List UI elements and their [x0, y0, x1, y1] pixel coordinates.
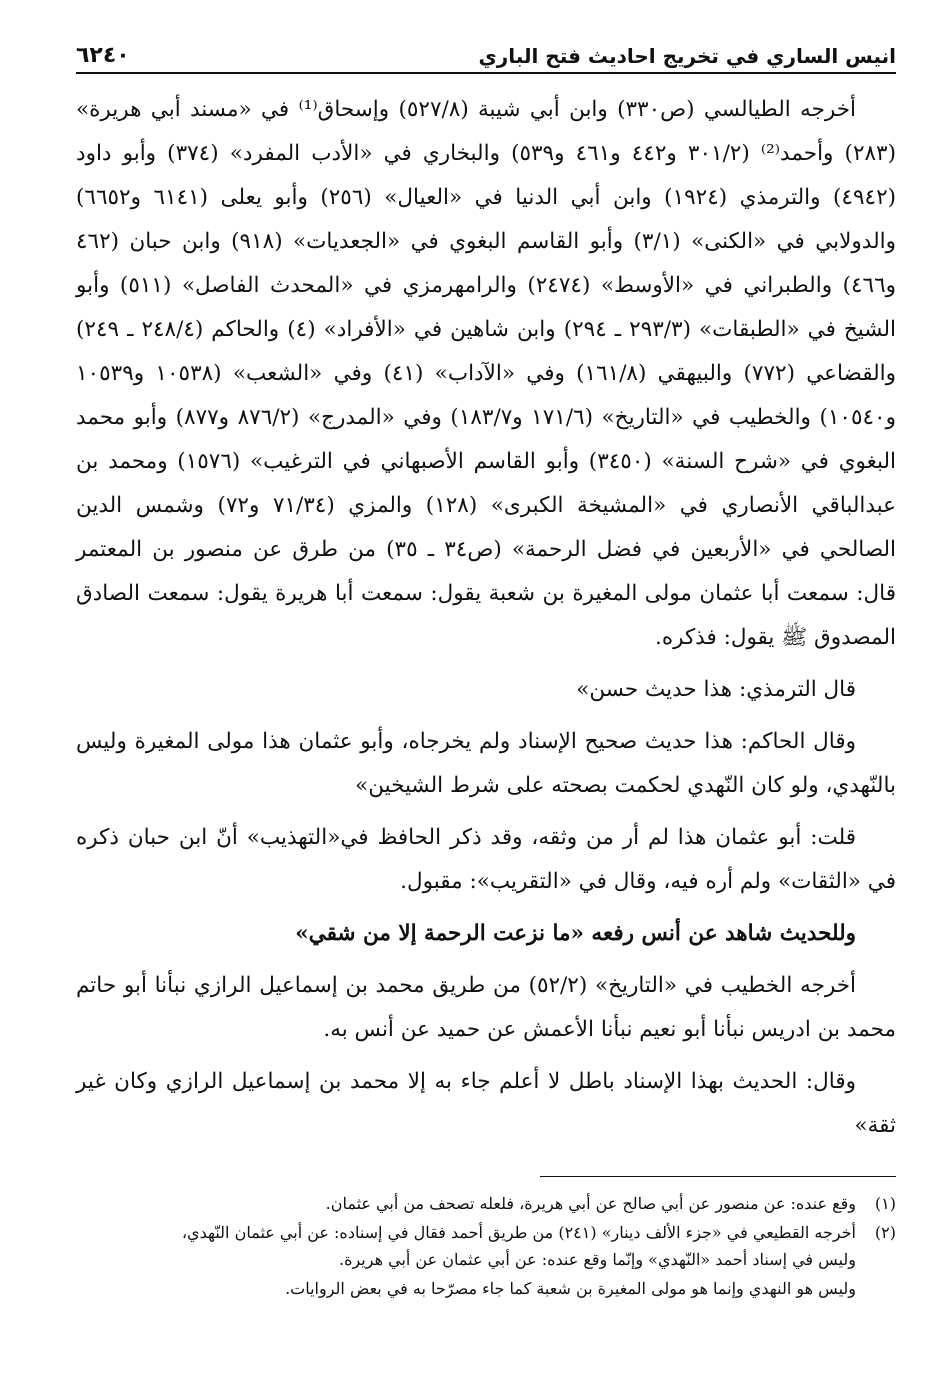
running-title: انيس الساري في تخريج احاديث فتح الباري: [478, 44, 896, 68]
footnote-line: وقع عنده: عن منصور عن أبي صالح عن أبي هريرة، فلعله تصحف من أبي عثمان.: [325, 1194, 856, 1213]
paragraph-hakim: وقال الحاكم: هذا حديث صحيح الإسناد ولم يخرجاه، وأبو عثمان هذا مولى المغيرة وليس بالنّهدي، ولو كان النّهدي لحكمت بصحته على شرط الشيخين»: [76, 729, 896, 798]
paragraph-khatib: أخرجه الخطيب في «التاريخ» (٥٢/٢) من طريق محمد بن إسماعيل الرازي نبأنا أبو حاتم محمد بن ادريس نبأنا أبو نعيم نبأنا الأعمش عن حميد عن أنس به.: [76, 973, 896, 1042]
footnote-number: (٢): [874, 1223, 896, 1242]
paragraph-comment: قلت: أبو عثمان هذا لم أر من وثقه، وقد ذكر الحافظ في«التهذيب» أنّ ابن حبان ذكره في «الثقات» ولم أره فيه، وقال في «التقريب»: مقبول.: [76, 825, 896, 894]
paragraph-takhrij: أخرجه الطيالسي (ص٣٣٠) وابن أبي شيبة (٥٢٧/٨) وإسحاق⁽¹⁾ في «مسند أبي هريرة» (٢٨٣) وأحمد⁽²⁾ (٣٠١/٢ و٤٤٢ و٤٦١ و٥٣٩) والبخاري في «الأدب المفرد» (٣٧٤) وأبو داود (٤٩٤٢) والترمذي (١٩٢٤) وابن أبي الدنيا في «العيال» (٢٥٦) وأبو يعلى (٦١٤١ و٦٦٥٢) والدولابي في «الكنى» (٣/١) وأبو القاسم البغوي في «الجعديات» (٩١٨) وابن حبان (٤٦٢ و٤٦٦) والطبراني في «الأوسط» (٢٤٧٤) والرامهرمزي في «المحدث الفاصل» (٥١١) وأبو الشيخ في «الطبقات» (٢٩٣/٣ ـ ٢٩٤) وابن شاهين في «الأفراد» (٤) والحاكم (٢٤٨/٤ ـ ٢٤٩) والقضاعي (٧٧٢) والبيهقي (١٦١/٨) وفي «الآداب» (٤١) وفي «الشعب» (١٠٥٣٨ و١٠٥٣٩ و١٠٥٤٠) والخطيب في «التاريخ» (١٧١/٦ و١٨٣/٧) وفي «المدرج» (٨٧٦/٢ و٨٧٧) وأبو محمد البغوي في «شرح السنة» (٣٤٥٠) وأبو القاسم الأصبهاني في الترغيب» (١٥٧٦) ومحمد بن عبدالباقي الأنصاري في «المشيخة الكبرى» (١٢٨) والمزي (٧١/٣٤ و٧٢) وشمس الدين الصالحي في «الأربعين في فضل الرحمة» (ص٣٤ ـ ٣٥) من طرق عن منصور بن المعتمر قال: سمعت أبا عثمان مولى المغيرة بن شعبة يقول: سمعت أبا هريرة يقول: سمعت الصادق المصدوق ﷺ يقول: فذكره.: [76, 97, 897, 650]
paragraph-tirmidhi: قال الترمذي: هذا حديث حسن»: [576, 677, 856, 702]
footnote-line: أخرجه القطيعي في «جزء الألف دينار» (٢٤١) من طريق أحمد فقال في إسناده: عن أبي عثمان النّهدي،: [181, 1223, 856, 1242]
paragraph-khatib-verdict: وقال: الحديث بهذا الإسناد باطل لا أعلم جاء به إلا محمد بن إسماعيل الرازي وكان غير ثقة»: [76, 1069, 896, 1138]
main-text: [76, 88, 896, 1148]
footnote-number: (١): [874, 1194, 896, 1213]
document-page: [76, 30, 896, 1360]
page-header: [76, 30, 896, 74]
footnote-line: وليس في إسناد أحمد «النّهدي» وإنّما وقع عنده: عن أبي عثمان عن أبي هريرة.: [339, 1250, 856, 1269]
paragraph-shahid-heading: وللحديث شاهد عن أنس رفعه «ما نزعت الرحمة إلا من شقي»: [295, 921, 856, 946]
page-number: ٦٢٤٠: [76, 43, 130, 68]
footnote-line: وليس هو النهدي وإنما هو مولى المغيرة بن شعبة كما جاء مصرّحا به في بعض الروايات.: [285, 1279, 856, 1298]
